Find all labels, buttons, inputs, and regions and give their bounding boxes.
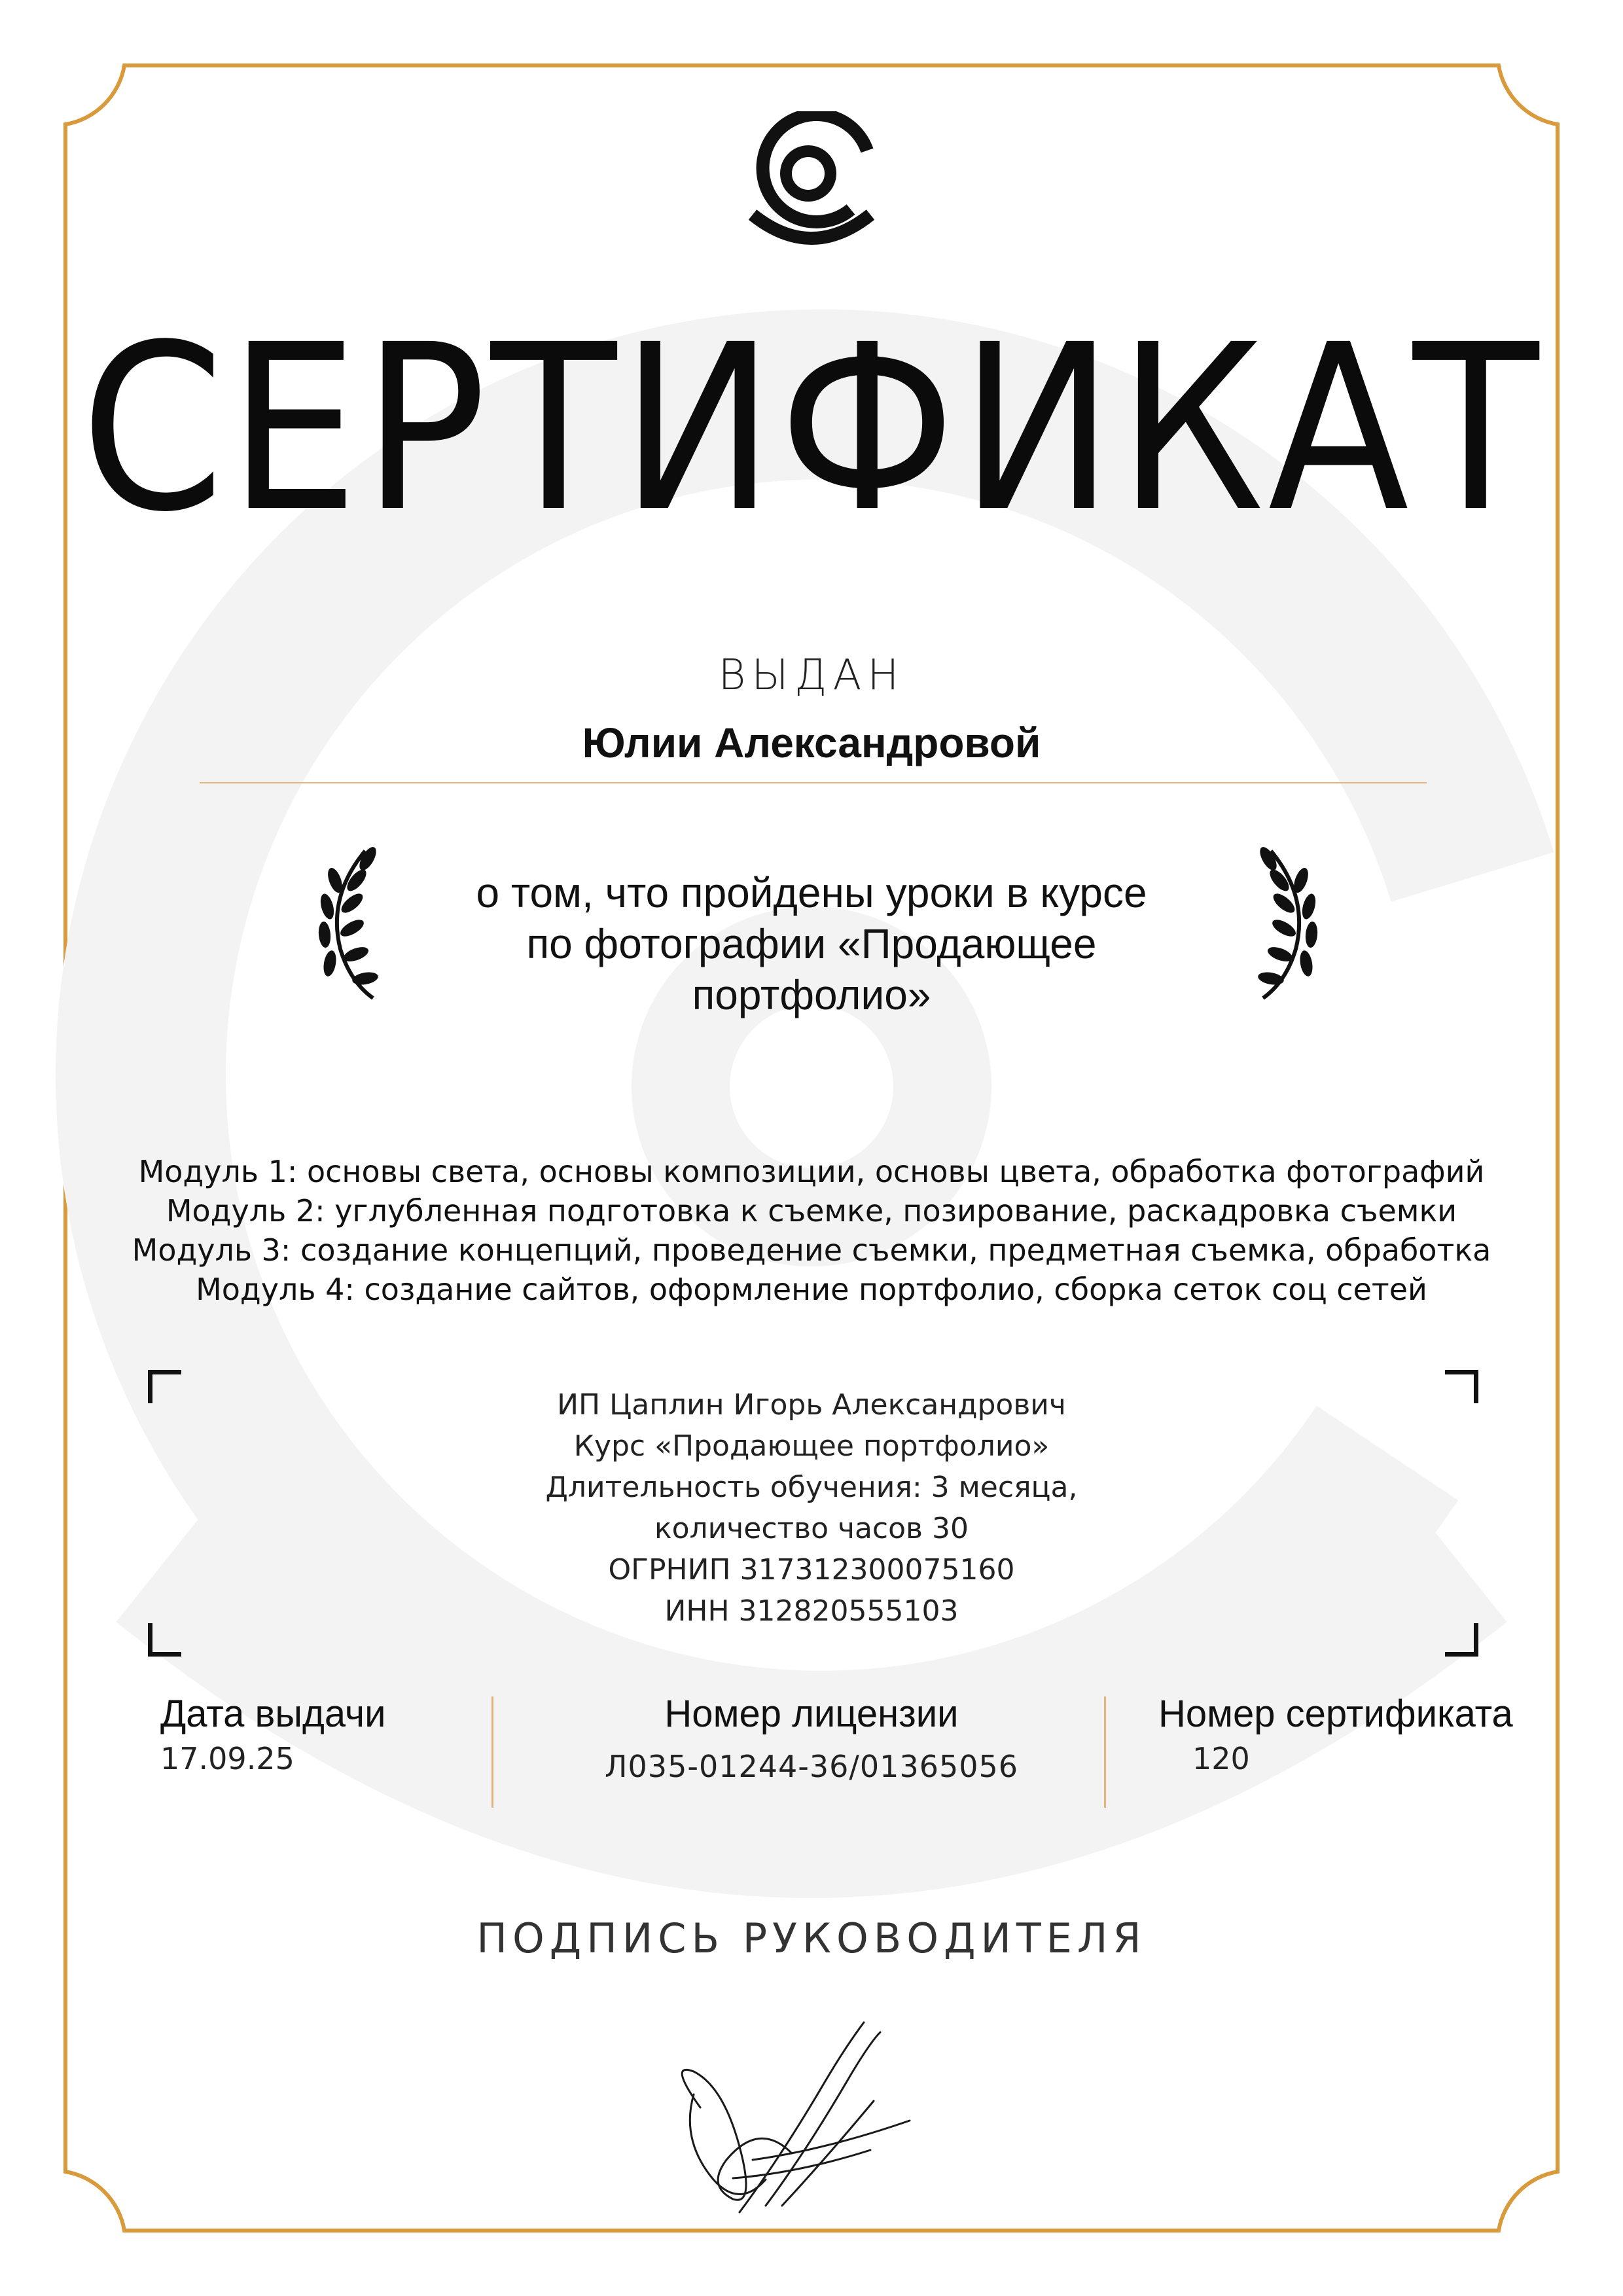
certificate-number-value: 120	[1192, 1741, 1250, 1776]
modules-list	[0, 1152, 1623, 1309]
laurel-left-icon	[314, 844, 386, 1001]
module-item: Модуль 1: основы света, основы композиции, основы цвета, обработка фотографий	[138, 1154, 1485, 1189]
org-line: ИНН 312820555103	[664, 1594, 959, 1628]
org-line: Длительность обучения: 3 месяца,	[545, 1471, 1078, 1504]
signature-label: ПОДПИСЬ РУКОВОДИТЕЛЯ	[476, 1914, 1147, 1962]
org-line: ИП Цаплин Игорь Александрович	[557, 1388, 1066, 1422]
handwritten-signature	[654, 2009, 962, 2225]
certificate-title: СЕРТИФИКАТ	[80, 295, 1543, 562]
description-line: по фотографии «Продающее	[526, 920, 1097, 967]
column-divider	[1104, 1696, 1106, 1808]
module-item: Модуль 4: создание сайтов, оформление портфолио, сборка сеток соц сетей	[196, 1272, 1427, 1307]
issue-date-label: Дата выдачи	[160, 1693, 386, 1735]
recipient-name: Юлии Александровой	[582, 719, 1041, 766]
module-item: Модуль 3: создание концепций, проведение съемки, предметная съемка, обработка	[132, 1232, 1491, 1268]
organization-details	[0, 1384, 1623, 1632]
eye-logo-icon	[746, 111, 877, 249]
description-line: портфолио»	[692, 971, 931, 1018]
name-underline	[200, 782, 1427, 783]
license-value: Л035-01244-36/01365056	[604, 1749, 1019, 1784]
org-line: Курс «Продающее портфолио»	[573, 1429, 1050, 1463]
issued-label: ВЫДАН	[718, 651, 905, 700]
module-item: Модуль 2: углубленная подготовка к съемке, позирование, раскадровка съемки	[166, 1193, 1457, 1229]
license-label: Номер лицензии	[664, 1693, 959, 1735]
issue-date-value: 17.09.25	[160, 1741, 294, 1776]
org-line: количество часов 30	[654, 1512, 969, 1545]
certificate-number-label: Номер сертификата	[1158, 1693, 1513, 1735]
description-line: о том, что пройдены уроки в курсе	[476, 869, 1147, 916]
laurel-right-icon	[1250, 844, 1322, 1001]
course-description	[419, 867, 1204, 1020]
org-line: ОГРНИП 317312300075160	[608, 1553, 1015, 1587]
